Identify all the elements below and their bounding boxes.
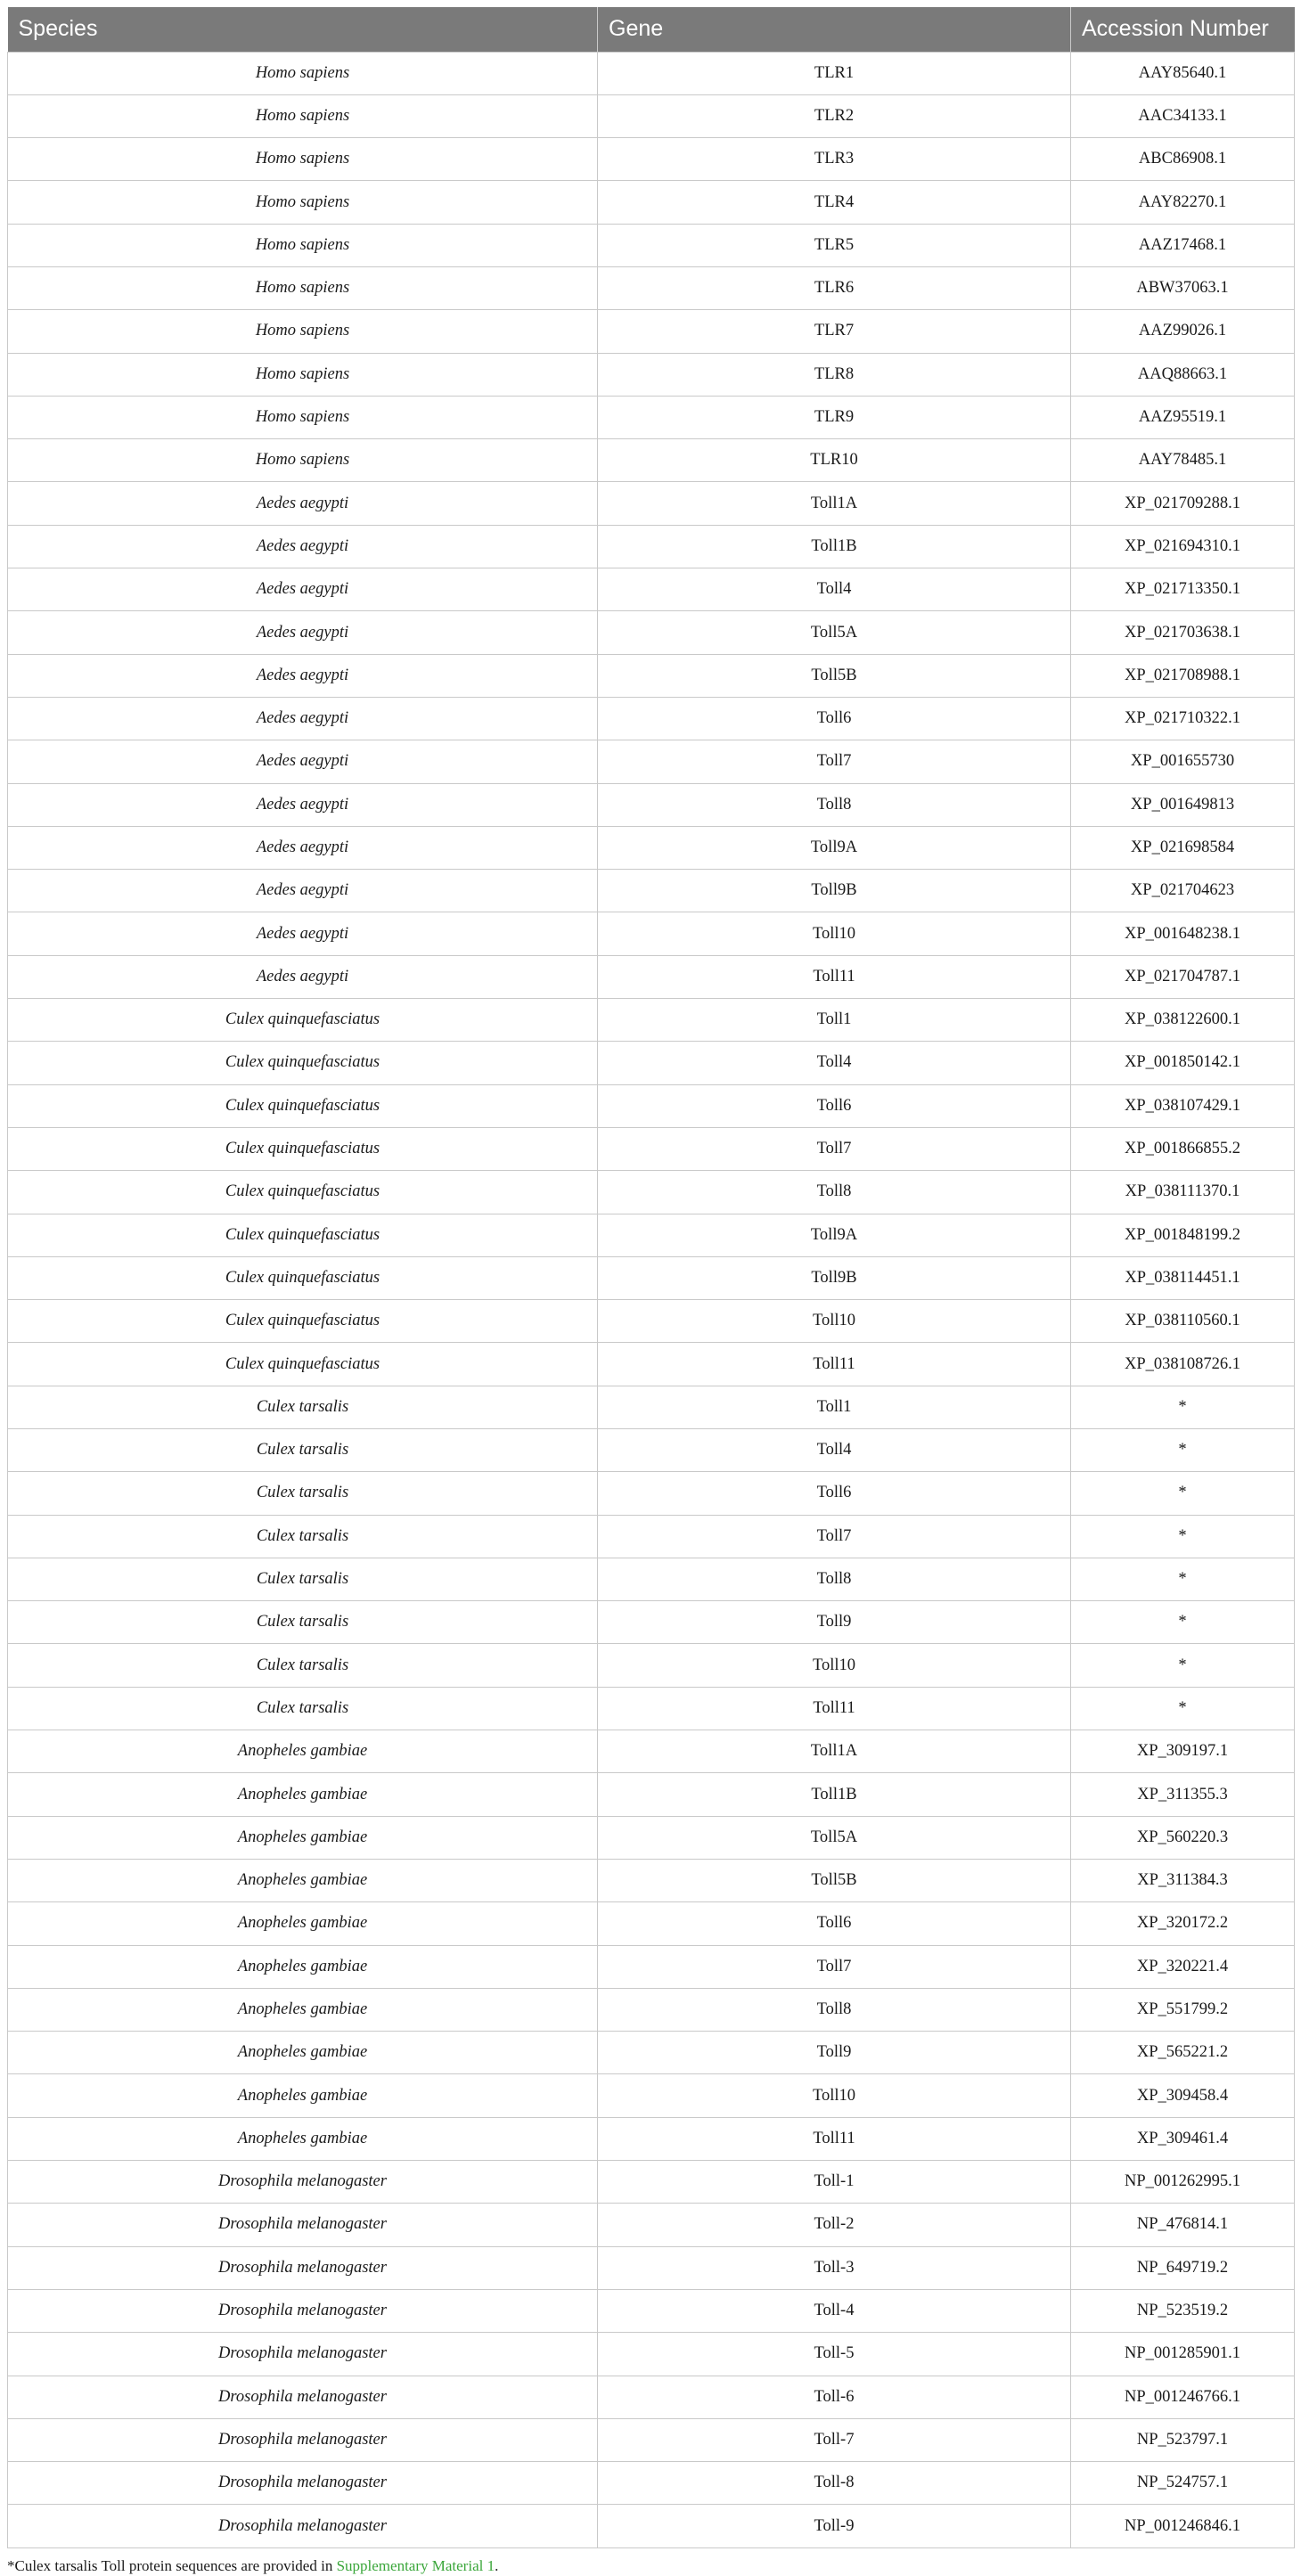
gene-cell: Toll10 bbox=[598, 1300, 1071, 1343]
table-header-row bbox=[8, 7, 1295, 52]
species-cell: Culex tarsalis bbox=[8, 1429, 598, 1472]
species-cell: Drosophila melanogaster bbox=[8, 2376, 598, 2418]
gene-cell: Toll-9 bbox=[598, 2505, 1071, 2547]
species-cell: Homo sapiens bbox=[8, 94, 598, 137]
table-row bbox=[8, 1084, 1295, 1127]
species-cell: Homo sapiens bbox=[8, 181, 598, 224]
accession-number-cell: * bbox=[1071, 1429, 1295, 1472]
species-cell: Aedes aegypti bbox=[8, 740, 598, 783]
species-cell: Homo sapiens bbox=[8, 353, 598, 396]
gene-cell: TLR10 bbox=[598, 439, 1071, 482]
table-row bbox=[8, 2505, 1295, 2547]
gene-cell: Toll-5 bbox=[598, 2333, 1071, 2376]
table-footnote bbox=[7, 2557, 1294, 2575]
accession-number-cell: XP_021710322.1 bbox=[1071, 697, 1295, 740]
table-row bbox=[8, 1472, 1295, 1515]
table-row bbox=[8, 826, 1295, 869]
table-row bbox=[8, 2418, 1295, 2461]
species-cell: Homo sapiens bbox=[8, 310, 598, 353]
species-cell: Culex quinquefasciatus bbox=[8, 1300, 598, 1343]
header-accession-number: Accession Number bbox=[1071, 7, 1295, 52]
accession-number-cell: XP_001649813 bbox=[1071, 783, 1295, 826]
accession-number-cell: * bbox=[1071, 1472, 1295, 1515]
table-row bbox=[8, 181, 1295, 224]
gene-cell: TLR4 bbox=[598, 181, 1071, 224]
gene-cell: TLR5 bbox=[598, 224, 1071, 266]
accession-number-cell: XP_001848199.2 bbox=[1071, 1214, 1295, 1256]
gene-cell: Toll1B bbox=[598, 1773, 1071, 1816]
species-cell: Homo sapiens bbox=[8, 266, 598, 309]
table-row bbox=[8, 1644, 1295, 1687]
accession-number-cell: * bbox=[1071, 1644, 1295, 1687]
table-row bbox=[8, 1256, 1295, 1299]
accession-number-cell: AAZ99026.1 bbox=[1071, 310, 1295, 353]
gene-cell: Toll8 bbox=[598, 1558, 1071, 1600]
table-row bbox=[8, 999, 1295, 1042]
gene-cell: Toll5A bbox=[598, 1816, 1071, 1859]
accession-number-cell: NP_523797.1 bbox=[1071, 2418, 1295, 2461]
species-cell: Aedes aegypti bbox=[8, 482, 598, 525]
accession-number-cell: AAZ95519.1 bbox=[1071, 396, 1295, 438]
accession-number-cell: XP_021698584 bbox=[1071, 826, 1295, 869]
table-row bbox=[8, 482, 1295, 525]
gene-cell: Toll10 bbox=[598, 1644, 1071, 1687]
species-cell: Drosophila melanogaster bbox=[8, 2246, 598, 2289]
gene-cell: Toll7 bbox=[598, 1945, 1071, 1988]
gene-cell: Toll8 bbox=[598, 783, 1071, 826]
table-row bbox=[8, 353, 1295, 396]
table-row bbox=[8, 1945, 1295, 1988]
gene-cell: Toll5B bbox=[598, 654, 1071, 697]
accession-number-cell: NP_001246766.1 bbox=[1071, 2376, 1295, 2418]
gene-cell: Toll-3 bbox=[598, 2246, 1071, 2289]
gene-cell: Toll6 bbox=[598, 1902, 1071, 1945]
table-row bbox=[8, 1773, 1295, 1816]
gene-cell: TLR3 bbox=[598, 138, 1071, 181]
species-cell: Homo sapiens bbox=[8, 138, 598, 181]
species-cell: Aedes aegypti bbox=[8, 525, 598, 568]
accession-number-cell: NP_001285901.1 bbox=[1071, 2333, 1295, 2376]
table-row bbox=[8, 654, 1295, 697]
accession-number-cell: * bbox=[1071, 1515, 1295, 1558]
accession-number-cell: ABC86908.1 bbox=[1071, 138, 1295, 181]
accession-number-cell: * bbox=[1071, 1687, 1295, 1730]
gene-cell: TLR8 bbox=[598, 353, 1071, 396]
table-row bbox=[8, 396, 1295, 438]
species-cell: Culex tarsalis bbox=[8, 1601, 598, 1644]
table-row bbox=[8, 1343, 1295, 1386]
species-cell: Culex quinquefasciatus bbox=[8, 1084, 598, 1127]
table-row bbox=[8, 1558, 1295, 1600]
supplementary-material-link[interactable]: Supplementary Material 1 bbox=[336, 2556, 495, 2574]
species-cell: Anopheles gambiae bbox=[8, 1730, 598, 1773]
table-row bbox=[8, 611, 1295, 654]
table-row bbox=[8, 2117, 1295, 2160]
table-row bbox=[8, 2333, 1295, 2376]
table-row bbox=[8, 2376, 1295, 2418]
species-cell: Culex quinquefasciatus bbox=[8, 1256, 598, 1299]
species-cell: Culex quinquefasciatus bbox=[8, 1214, 598, 1256]
species-cell: Culex tarsalis bbox=[8, 1515, 598, 1558]
table-row bbox=[8, 266, 1295, 309]
species-cell: Aedes aegypti bbox=[8, 783, 598, 826]
gene-cell: Toll8 bbox=[598, 1171, 1071, 1214]
gene-cell: TLR9 bbox=[598, 396, 1071, 438]
gene-cell: Toll-1 bbox=[598, 2161, 1071, 2204]
table-row bbox=[8, 1127, 1295, 1170]
species-cell: Culex quinquefasciatus bbox=[8, 999, 598, 1042]
accession-number-cell: AAY85640.1 bbox=[1071, 52, 1295, 94]
gene-cell: TLR6 bbox=[598, 266, 1071, 309]
accession-number-cell: XP_038108726.1 bbox=[1071, 1343, 1295, 1386]
accession-number-cell: XP_038107429.1 bbox=[1071, 1084, 1295, 1127]
table-row bbox=[8, 783, 1295, 826]
accession-number-cell: XP_021713350.1 bbox=[1071, 568, 1295, 611]
species-cell: Anopheles gambiae bbox=[8, 1988, 598, 2031]
species-cell: Culex tarsalis bbox=[8, 1558, 598, 1600]
accession-number-cell: XP_038110560.1 bbox=[1071, 1300, 1295, 1343]
species-cell: Drosophila melanogaster bbox=[8, 2462, 598, 2505]
header-species: Species bbox=[8, 7, 598, 52]
table-row bbox=[8, 1730, 1295, 1773]
gene-cell: Toll1 bbox=[598, 999, 1071, 1042]
accession-table bbox=[7, 7, 1295, 2548]
table-row bbox=[8, 2074, 1295, 2117]
species-cell: Culex quinquefasciatus bbox=[8, 1042, 598, 1084]
accession-number-cell: ABW37063.1 bbox=[1071, 266, 1295, 309]
gene-cell: TLR7 bbox=[598, 310, 1071, 353]
species-cell: Anopheles gambiae bbox=[8, 2117, 598, 2160]
species-cell: Drosophila melanogaster bbox=[8, 2418, 598, 2461]
accession-number-cell: AAZ17468.1 bbox=[1071, 224, 1295, 266]
accession-number-cell: XP_021704787.1 bbox=[1071, 955, 1295, 998]
gene-cell: Toll10 bbox=[598, 912, 1071, 955]
species-cell: Anopheles gambiae bbox=[8, 1902, 598, 1945]
species-cell: Culex tarsalis bbox=[8, 1386, 598, 1428]
table-row bbox=[8, 1601, 1295, 1644]
gene-cell: Toll11 bbox=[598, 955, 1071, 998]
accession-number-cell: AAC34133.1 bbox=[1071, 94, 1295, 137]
table-body bbox=[8, 52, 1295, 2547]
species-cell: Aedes aegypti bbox=[8, 611, 598, 654]
accession-number-cell: XP_021709288.1 bbox=[1071, 482, 1295, 525]
table-row bbox=[8, 697, 1295, 740]
accession-number-cell: * bbox=[1071, 1601, 1295, 1644]
gene-cell: Toll1A bbox=[598, 482, 1071, 525]
accession-number-cell: XP_565221.2 bbox=[1071, 2032, 1295, 2074]
table-row bbox=[8, 1429, 1295, 1472]
accession-number-cell: XP_001850142.1 bbox=[1071, 1042, 1295, 1084]
species-cell: Culex tarsalis bbox=[8, 1687, 598, 1730]
gene-cell: TLR1 bbox=[598, 52, 1071, 94]
footnote-text: *Culex tarsalis Toll protein sequences are provided in bbox=[7, 2556, 337, 2574]
accession-number-cell: NP_001262995.1 bbox=[1071, 2161, 1295, 2204]
accession-number-cell: XP_038111370.1 bbox=[1071, 1171, 1295, 1214]
table-row bbox=[8, 1300, 1295, 1343]
gene-cell: Toll6 bbox=[598, 697, 1071, 740]
gene-cell: Toll7 bbox=[598, 1127, 1071, 1170]
species-cell: Aedes aegypti bbox=[8, 568, 598, 611]
species-cell: Anopheles gambiae bbox=[8, 1773, 598, 1816]
table-row bbox=[8, 439, 1295, 482]
table-row bbox=[8, 1816, 1295, 1859]
table-row bbox=[8, 1171, 1295, 1214]
table-row bbox=[8, 740, 1295, 783]
species-cell: Drosophila melanogaster bbox=[8, 2161, 598, 2204]
table-row bbox=[8, 1214, 1295, 1256]
species-cell: Homo sapiens bbox=[8, 52, 598, 94]
gene-cell: Toll11 bbox=[598, 2117, 1071, 2160]
gene-cell: Toll-4 bbox=[598, 2289, 1071, 2332]
species-cell: Anopheles gambiae bbox=[8, 2032, 598, 2074]
accession-number-cell: NP_649719.2 bbox=[1071, 2246, 1295, 2289]
accession-number-cell: AAQ88663.1 bbox=[1071, 353, 1295, 396]
accession-number-cell: XP_320221.4 bbox=[1071, 1945, 1295, 1988]
table-row bbox=[8, 138, 1295, 181]
accession-number-cell: NP_523519.2 bbox=[1071, 2289, 1295, 2332]
gene-cell: Toll5B bbox=[598, 1859, 1071, 1901]
species-cell: Anopheles gambiae bbox=[8, 1859, 598, 1901]
species-cell: Culex tarsalis bbox=[8, 1644, 598, 1687]
accession-number-cell: NP_001246846.1 bbox=[1071, 2505, 1295, 2547]
gene-cell: TLR2 bbox=[598, 94, 1071, 137]
species-cell: Drosophila melanogaster bbox=[8, 2289, 598, 2332]
table-row bbox=[8, 2289, 1295, 2332]
accession-number-cell: NP_524757.1 bbox=[1071, 2462, 1295, 2505]
table-row bbox=[8, 568, 1295, 611]
gene-cell: Toll1B bbox=[598, 525, 1071, 568]
table-row bbox=[8, 1988, 1295, 2031]
gene-cell: Toll10 bbox=[598, 2074, 1071, 2117]
table-row bbox=[8, 310, 1295, 353]
header-gene: Gene bbox=[598, 7, 1071, 52]
species-cell: Anopheles gambiae bbox=[8, 1816, 598, 1859]
gene-cell: Toll6 bbox=[598, 1472, 1071, 1515]
gene-cell: Toll4 bbox=[598, 568, 1071, 611]
species-cell: Aedes aegypti bbox=[8, 955, 598, 998]
gene-cell: Toll6 bbox=[598, 1084, 1071, 1127]
table-row bbox=[8, 224, 1295, 266]
accession-number-cell: XP_001655730 bbox=[1071, 740, 1295, 783]
table-row bbox=[8, 94, 1295, 137]
accession-number-cell: XP_311384.3 bbox=[1071, 1859, 1295, 1901]
gene-cell: Toll-6 bbox=[598, 2376, 1071, 2418]
table-row bbox=[8, 1386, 1295, 1428]
gene-cell: Toll8 bbox=[598, 1988, 1071, 2031]
accession-number-cell: XP_038122600.1 bbox=[1071, 999, 1295, 1042]
gene-cell: Toll-2 bbox=[598, 2204, 1071, 2246]
species-cell: Homo sapiens bbox=[8, 439, 598, 482]
gene-cell: Toll-7 bbox=[598, 2418, 1071, 2461]
accession-number-cell: XP_560220.3 bbox=[1071, 1816, 1295, 1859]
accession-number-cell: XP_309197.1 bbox=[1071, 1730, 1295, 1773]
species-cell: Anopheles gambiae bbox=[8, 1945, 598, 1988]
gene-cell: Toll9 bbox=[598, 1601, 1071, 1644]
species-cell: Culex quinquefasciatus bbox=[8, 1343, 598, 1386]
species-cell: Drosophila melanogaster bbox=[8, 2333, 598, 2376]
species-cell: Aedes aegypti bbox=[8, 654, 598, 697]
accession-number-cell: XP_309461.4 bbox=[1071, 2117, 1295, 2160]
gene-cell: Toll9B bbox=[598, 870, 1071, 912]
accession-number-cell: XP_309458.4 bbox=[1071, 2074, 1295, 2117]
species-cell: Culex quinquefasciatus bbox=[8, 1171, 598, 1214]
gene-cell: Toll9A bbox=[598, 1214, 1071, 1256]
species-cell: Anopheles gambiae bbox=[8, 2074, 598, 2117]
accession-number-cell: XP_311355.3 bbox=[1071, 1773, 1295, 1816]
table-row bbox=[8, 1859, 1295, 1901]
species-cell: Drosophila melanogaster bbox=[8, 2204, 598, 2246]
gene-cell: Toll9A bbox=[598, 826, 1071, 869]
table-row bbox=[8, 2161, 1295, 2204]
species-cell: Culex quinquefasciatus bbox=[8, 1127, 598, 1170]
table-row bbox=[8, 1687, 1295, 1730]
gene-cell: Toll4 bbox=[598, 1042, 1071, 1084]
footnote-period: . bbox=[495, 2556, 499, 2574]
gene-cell: Toll11 bbox=[598, 1343, 1071, 1386]
table-row bbox=[8, 2462, 1295, 2505]
table-row bbox=[8, 870, 1295, 912]
table-row bbox=[8, 2032, 1295, 2074]
table-row bbox=[8, 2204, 1295, 2246]
species-cell: Homo sapiens bbox=[8, 396, 598, 438]
table-container bbox=[7, 7, 1294, 2575]
gene-cell: Toll4 bbox=[598, 1429, 1071, 1472]
accession-number-cell: XP_021704623 bbox=[1071, 870, 1295, 912]
accession-number-cell: XP_001648238.1 bbox=[1071, 912, 1295, 955]
accession-number-cell: XP_038114451.1 bbox=[1071, 1256, 1295, 1299]
accession-number-cell: * bbox=[1071, 1558, 1295, 1600]
accession-number-cell: XP_021708988.1 bbox=[1071, 654, 1295, 697]
species-cell: Drosophila melanogaster bbox=[8, 2505, 598, 2547]
table-row bbox=[8, 955, 1295, 998]
species-cell: Culex tarsalis bbox=[8, 1472, 598, 1515]
gene-cell: Toll1A bbox=[598, 1730, 1071, 1773]
gene-cell: Toll5A bbox=[598, 611, 1071, 654]
table-row bbox=[8, 1515, 1295, 1558]
species-cell: Aedes aegypti bbox=[8, 697, 598, 740]
gene-cell: Toll1 bbox=[598, 1386, 1071, 1428]
species-cell: Homo sapiens bbox=[8, 224, 598, 266]
accession-number-cell: AAY78485.1 bbox=[1071, 439, 1295, 482]
table-row bbox=[8, 912, 1295, 955]
table-row bbox=[8, 1902, 1295, 1945]
species-cell: Aedes aegypti bbox=[8, 826, 598, 869]
accession-number-cell: XP_021703638.1 bbox=[1071, 611, 1295, 654]
gene-cell: Toll-8 bbox=[598, 2462, 1071, 2505]
accession-number-cell: AAY82270.1 bbox=[1071, 181, 1295, 224]
accession-number-cell: XP_001866855.2 bbox=[1071, 1127, 1295, 1170]
gene-cell: Toll9 bbox=[598, 2032, 1071, 2074]
accession-number-cell: XP_320172.2 bbox=[1071, 1902, 1295, 1945]
table-row bbox=[8, 525, 1295, 568]
accession-number-cell: XP_021694310.1 bbox=[1071, 525, 1295, 568]
accession-number-cell: NP_476814.1 bbox=[1071, 2204, 1295, 2246]
gene-cell: Toll7 bbox=[598, 740, 1071, 783]
table-row bbox=[8, 1042, 1295, 1084]
species-cell: Aedes aegypti bbox=[8, 912, 598, 955]
species-cell: Aedes aegypti bbox=[8, 870, 598, 912]
gene-cell: Toll7 bbox=[598, 1515, 1071, 1558]
gene-cell: Toll9B bbox=[598, 1256, 1071, 1299]
accession-number-cell: * bbox=[1071, 1386, 1295, 1428]
table-row bbox=[8, 2246, 1295, 2289]
gene-cell: Toll11 bbox=[598, 1687, 1071, 1730]
table-row bbox=[8, 52, 1295, 94]
accession-number-cell: XP_551799.2 bbox=[1071, 1988, 1295, 2031]
